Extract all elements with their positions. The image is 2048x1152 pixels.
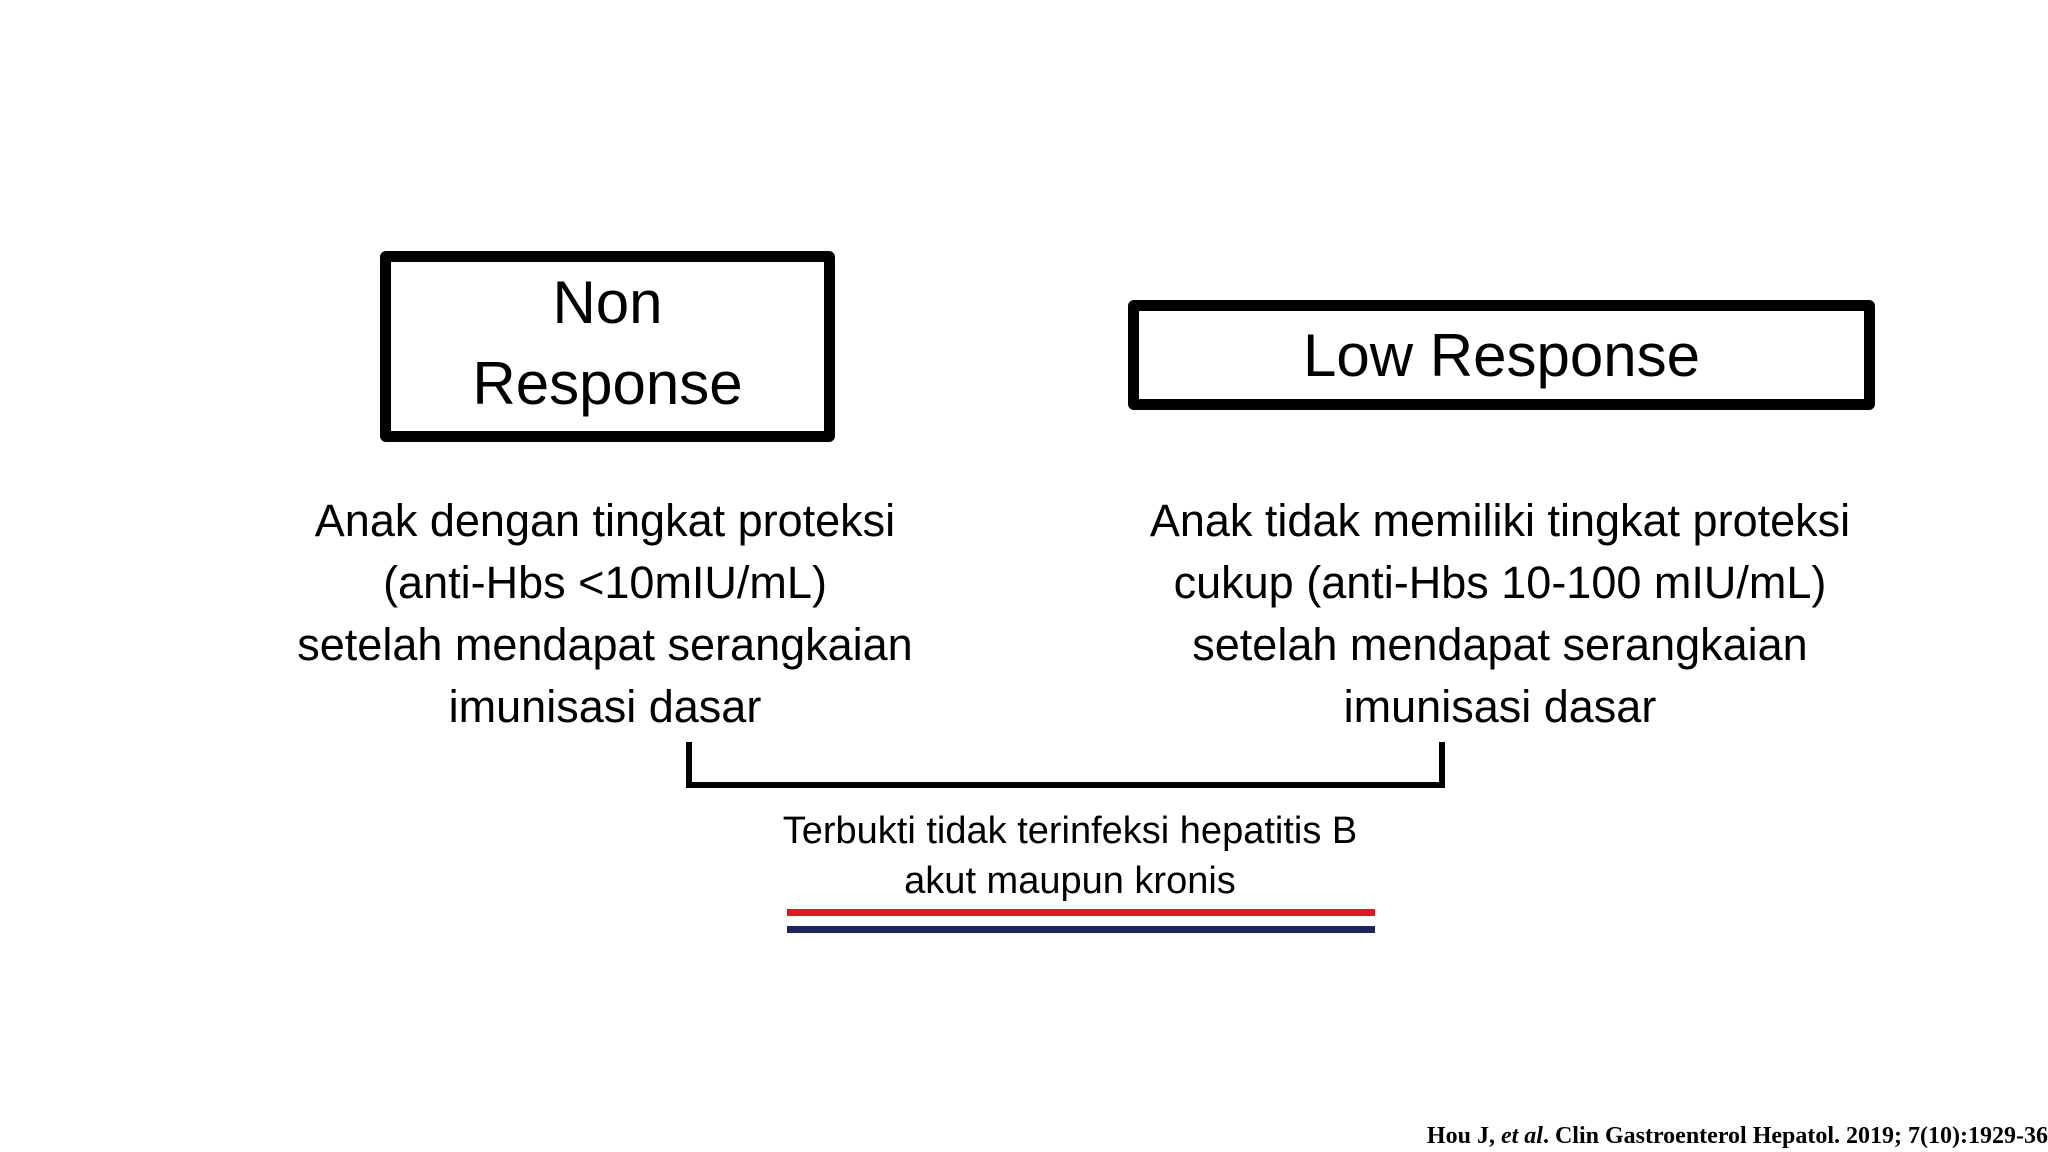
non-response-label: Non Response — [472, 268, 743, 417]
conclusion-text: Terbukti tidak terinfeksi hepatitis B akut maupun kronis — [782, 810, 1358, 902]
non-response-description: Anak dengan tingkat proteksi (anti-Hbs <10mIU/mL) setelah mendapat serangkaian imunisasi dasar — [297, 495, 913, 732]
navy-divider-line — [787, 926, 1375, 933]
citation-authors: Hou J, — [1426, 1123, 1501, 1149]
low-response-label: Low Response — [1303, 321, 1700, 389]
citation — [1427, 1123, 2048, 1150]
citation-etal: et al — [1500, 1123, 1543, 1149]
citation-source: . Clin Gastroenterol Hepatol. 2019; 7(10):1929-36 — [1542, 1123, 2048, 1149]
red-divider-line — [787, 909, 1375, 916]
non-response-box — [380, 251, 835, 442]
low-response-description: Anak tidak memiliki tingkat proteksi cukup (anti-Hbs 10-100 mIU/mL) setelah mendapat serangkaian imunisasi dasar — [1149, 495, 1851, 732]
grouping-bracket — [686, 742, 1445, 788]
low-response-box — [1128, 300, 1875, 410]
